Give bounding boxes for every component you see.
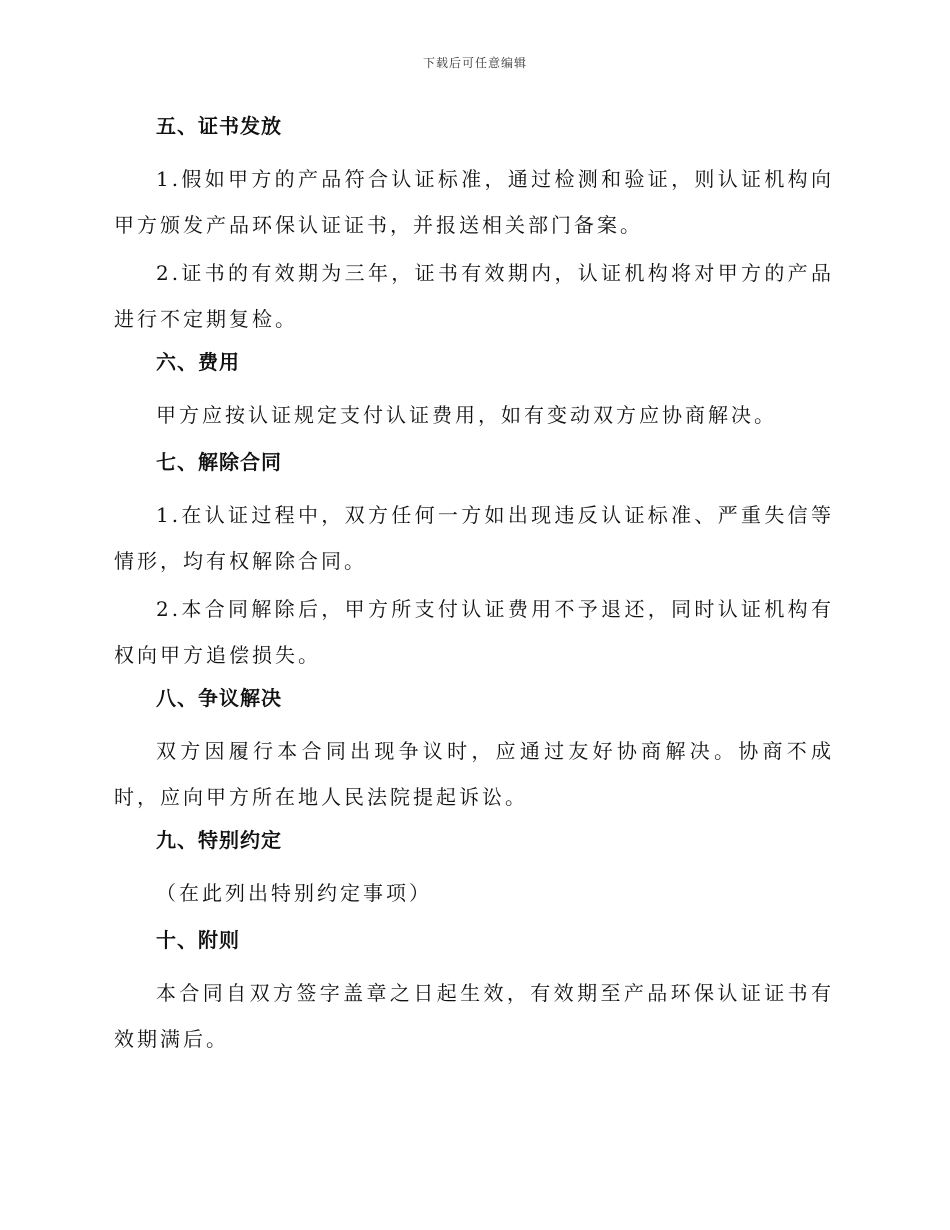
section-heading: 六、费用 — [156, 350, 240, 374]
page-header: 下载后可任意编辑 — [422, 56, 527, 70]
section-dispute-resolution — [114, 680, 834, 820]
paragraph: 甲方应按认证规定支付认证费用，如有变动双方应协商解决。 — [156, 403, 777, 427]
section-supplementary-provisions — [114, 922, 834, 1062]
section-heading: 七、解除合同 — [156, 450, 282, 474]
paragraph: 1.假如甲方的产品符合认证标准，通过检测和验证，则认证机构向甲方颁发产品环保认证证书，并报送相关部门备案。 — [114, 167, 834, 237]
paragraph: 本合同自双方签字盖章之日起生效，有效期至产品环保认证证书有效期满后。 — [114, 981, 834, 1051]
paragraph: 双方因履行本合同出现争议时，应通过友好协商解决。协商不成时，应向甲方所在地人民法院提起诉讼。 — [114, 739, 834, 809]
document-body — [114, 108, 834, 1064]
paragraph: （在此列出特别约定事项） — [156, 881, 432, 905]
section-heading: 五、证书发放 — [156, 114, 282, 138]
section-certificate-issuance — [114, 108, 834, 342]
paragraph: 2.证书的有效期为三年，证书有效期内，认证机构将对甲方的产品进行不定期复检。 — [114, 261, 834, 331]
paragraph: 1.在认证过程中，双方任何一方如出现违反认证标准、严重失信等情形，均有权解除合同。 — [114, 503, 834, 573]
section-termination — [114, 444, 834, 678]
section-heading: 九、特别约定 — [156, 828, 282, 852]
section-heading: 十、附则 — [156, 928, 240, 952]
section-fees — [114, 344, 834, 438]
paragraph: 2.本合同解除后，甲方所支付认证费用不予退还，同时认证机构有权向甲方追偿损失。 — [114, 597, 834, 667]
section-heading: 八、争议解决 — [156, 686, 282, 710]
section-special-terms — [114, 822, 834, 916]
